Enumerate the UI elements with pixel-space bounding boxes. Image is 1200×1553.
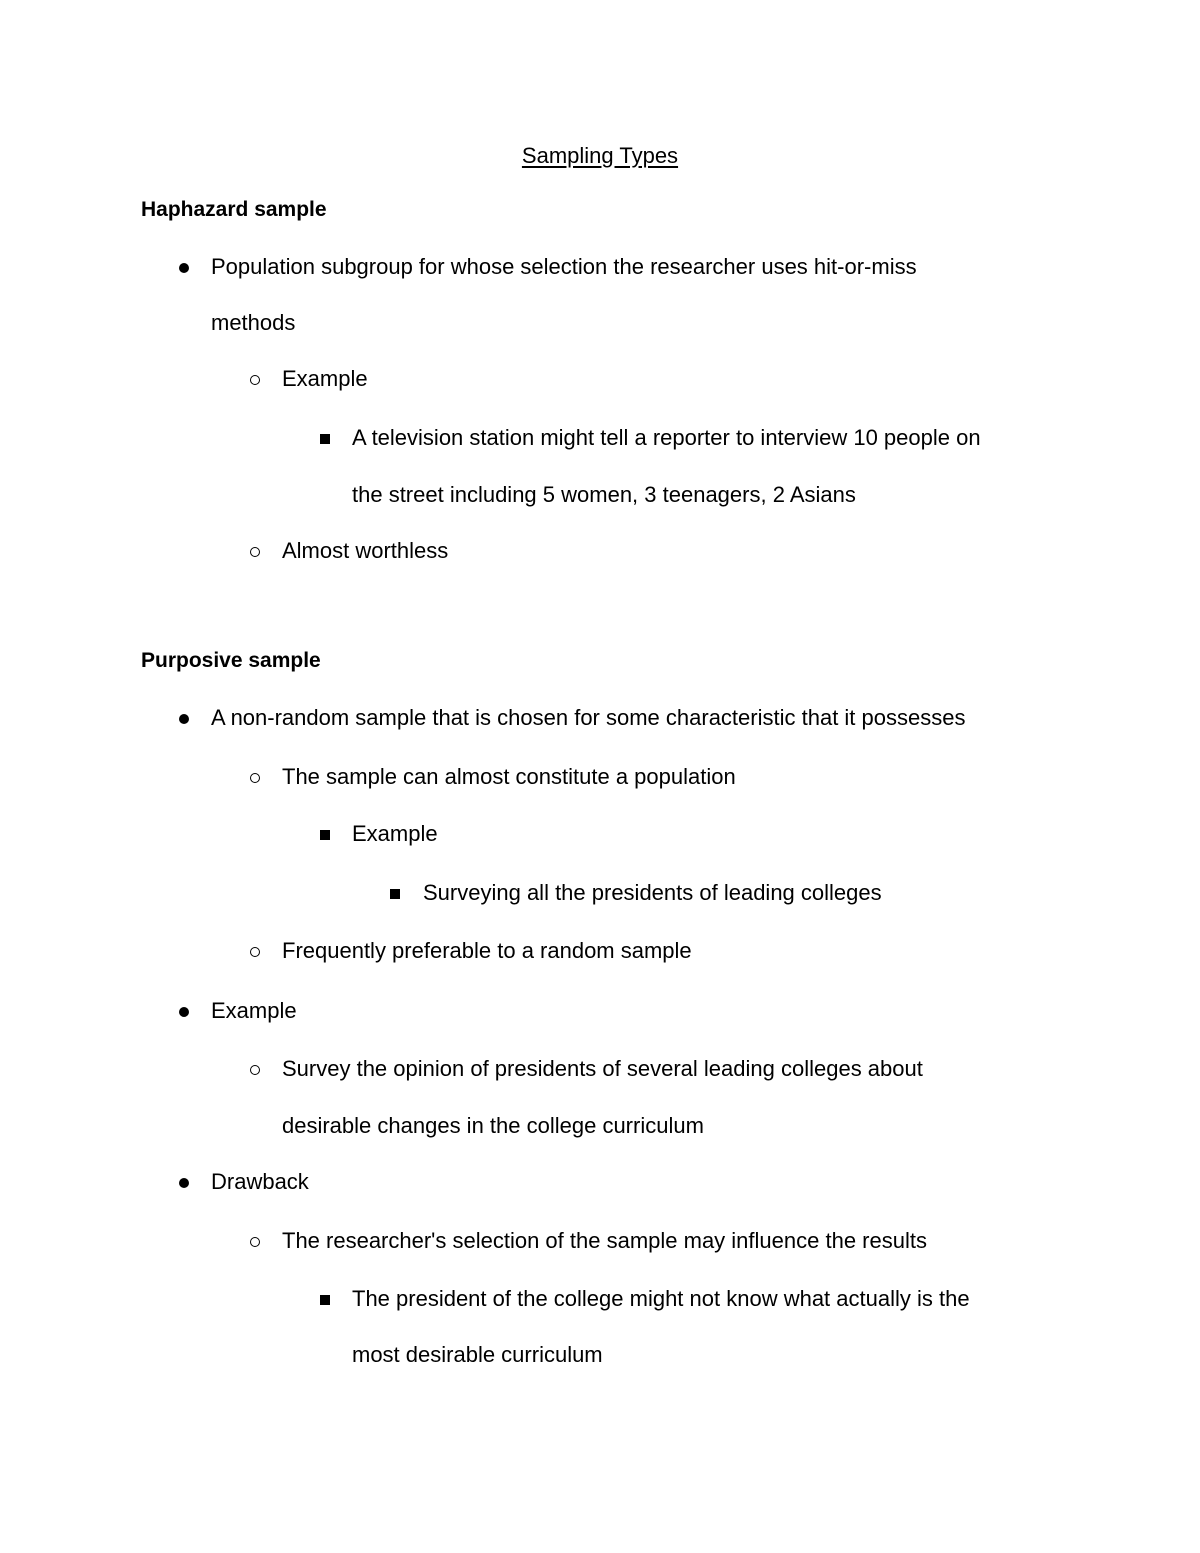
list-item: Survey the opinion of presidents of several leading colleges about [282,1056,923,1081]
filled-square-bullet-icon [317,819,333,849]
hollow-circle-bullet-icon [247,936,263,966]
list-item: The president of the college might not know what actually is the [352,1286,970,1311]
list-item: The researcher's selection of the sample may influence the results [282,1228,927,1253]
list-item-continuation: desirable changes in the college curriculum [282,1113,704,1138]
list-item-continuation: the street including 5 women, 3 teenagers, 2 Asians [352,482,856,507]
filled-square-bullet-icon [387,878,403,908]
list-item: The sample can almost constitute a population [282,764,736,789]
filled-square-bullet-icon [317,423,333,453]
list-item: Example [352,821,438,846]
hollow-circle-bullet-icon [247,1226,263,1256]
list-item: Example [282,366,368,391]
list-item: Population subgroup for whose selection the researcher uses hit-or-miss [211,254,917,279]
list-item: Example [211,998,297,1023]
section-heading-purposive: Purposive sample [141,649,321,672]
list-item: A television station might tell a reporter to interview 10 people on [352,425,981,450]
filled-circle-bullet-icon [176,996,192,1026]
filled-circle-bullet-icon [176,252,192,282]
hollow-circle-bullet-icon [247,1054,263,1084]
hollow-circle-bullet-icon [247,536,263,566]
section-heading-haphazard: Haphazard sample [141,198,327,221]
list-item: Frequently preferable to a random sample [282,938,692,963]
document-title: Sampling Types [521,143,679,168]
list-item: Drawback [211,1169,309,1194]
filled-circle-bullet-icon [176,703,192,733]
hollow-circle-bullet-icon [247,364,263,394]
list-item-continuation: methods [211,310,296,335]
list-item-continuation: most desirable curriculum [352,1342,603,1367]
hollow-circle-bullet-icon [247,762,263,792]
list-item: Surveying all the presidents of leading colleges [423,880,882,905]
filled-circle-bullet-icon [176,1167,192,1197]
filled-square-bullet-icon [317,1284,333,1314]
list-item: A non-random sample that is chosen for some characteristic that it possesses [211,705,966,730]
list-item: Almost worthless [282,538,449,563]
